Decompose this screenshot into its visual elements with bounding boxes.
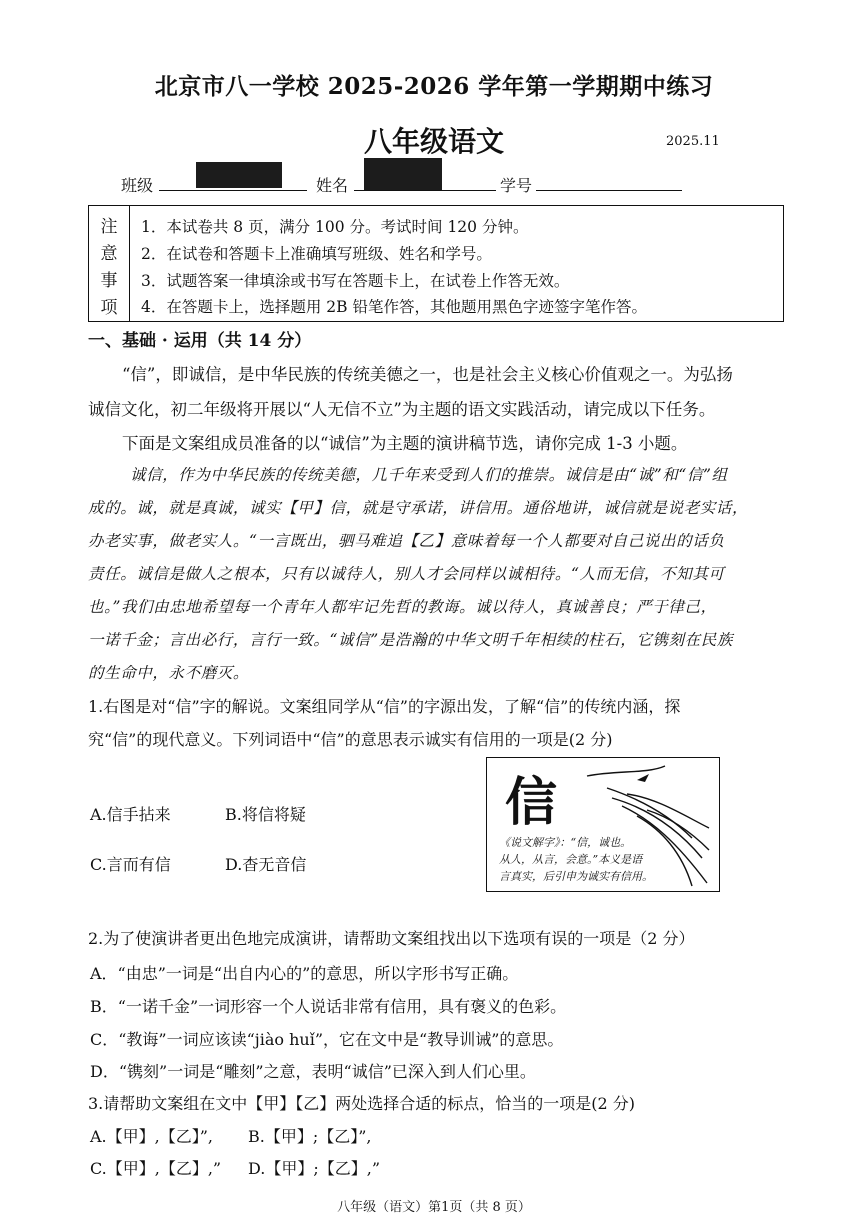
page-footer: 八年级（语文）第1页（共 8 页） bbox=[337, 1200, 531, 1215]
name-redaction bbox=[364, 158, 442, 190]
q1-option-d: D.杳无音信 bbox=[225, 855, 307, 874]
exam-title: 北京市八一学校 2025-2026 学年第一学期期中练习 bbox=[154, 73, 714, 100]
q3-option-c: C.【甲】,【乙】,” bbox=[90, 1159, 222, 1178]
exam-date: 2025.11 bbox=[666, 134, 720, 149]
caption-line: 从人，从言，会意。”本义是语 bbox=[499, 853, 643, 866]
q2-option-c: C．“教诲”一词应该读“jiào huǐ”，它在文中是“教导训诫”的意思。 bbox=[90, 1030, 564, 1049]
q2-option-a: A．“由忠”一词是“出自内心的”的意思，所以字形书写正确。 bbox=[90, 964, 519, 983]
passage-line: 成的。诚，就是真诚，诚实【甲】信，就是守承诺，讲信用。通俗地讲，诚信就是说老实话， bbox=[88, 499, 749, 517]
passage-line: 也。”我们由忠地希望每一个青年人都牢记先哲的教诲。诚以待人，真诚善良；严于律己， bbox=[88, 598, 717, 616]
passage-line: 办老实事，做老实人。“一言既出，驷马难追【乙】意味着每一个人都要对自己说出的话负 bbox=[88, 532, 725, 550]
student-id-field[interactable] bbox=[536, 190, 682, 191]
q1-option-b: B.将信将疑 bbox=[225, 805, 306, 824]
class-field[interactable] bbox=[159, 190, 307, 191]
question-1-stem: 究“信”的现代意义。下列词语中“信”的意思表示诚实有信用的一项是(2 分) bbox=[88, 730, 613, 749]
q3-option-d: D.【甲】;【乙】,” bbox=[248, 1159, 381, 1178]
caption-line: 言真实，后引申为诚实有信用。 bbox=[499, 870, 653, 883]
question-2-stem: 2.为了使演讲者更出色地完成演讲，请帮助文案组找出以下选项有误的一项是（2 分） bbox=[88, 929, 695, 948]
q2-option-d: D．“镌刻”一词是“雕刻”之意，表明“诚信”已深入到人们心里。 bbox=[90, 1062, 536, 1081]
exam-subtitle: 八年级语文 bbox=[363, 125, 504, 158]
class-redaction bbox=[196, 162, 282, 188]
q1-option-a: A.信手拈来 bbox=[90, 805, 171, 824]
passage-line: 责任。诚信是做人之根本，只有以诚待人，别人才会同样以诚相待。“人而无信，不知其可 bbox=[88, 565, 725, 583]
notice-rule: 3．试题答案一律填涂或书写在答题卡上，在试卷上作答无效。 bbox=[141, 272, 570, 290]
notice-side-char: 项 bbox=[100, 298, 118, 318]
notice-side-char: 注 bbox=[100, 217, 118, 237]
student-id-label: 学号 bbox=[500, 176, 533, 195]
passage-line: 诚信，作为中华民族的传统美德，几千年来受到人们的推崇。诚信是由“诚”和“信”组 bbox=[130, 466, 728, 484]
notice-box bbox=[88, 205, 784, 322]
question-1-stem: 1.右图是对“信”字的解说。文案组同学从“信”的字源出发，了解“信”的传统内涵，探 bbox=[88, 697, 681, 716]
name-label: 姓名 bbox=[316, 176, 349, 195]
name-field[interactable] bbox=[354, 190, 496, 191]
notice-side-char: 意 bbox=[100, 244, 118, 264]
notice-rule: 2．在试卷和答题卡上准确填写班级、姓名和学号。 bbox=[141, 245, 492, 263]
notice-side-char: 事 bbox=[100, 271, 118, 291]
xin-glyph: 信 bbox=[505, 772, 558, 833]
q1-option-c: C.言而有信 bbox=[90, 855, 171, 874]
question-3-stem: 3.请帮助文案组在文中【甲】【乙】两处选择合适的标点，恰当的一项是(2 分) bbox=[88, 1094, 636, 1113]
intro-line: “信”，即诚信，是中华民族的传统美德之一，也是社会主义核心价值观之一。为弘扬 bbox=[122, 365, 733, 384]
notice-rule: 1．本试卷共 8 页，满分 100 分。考试时间 120 分钟。 bbox=[141, 218, 529, 236]
notice-side-column bbox=[89, 206, 130, 321]
q2-option-b: B．“一诺千金”一词形容一个人说话非常有信用，具有褒义的色彩。 bbox=[90, 997, 567, 1016]
notice-rule: 4．在答题卡上，选择题用 2B 铅笔作答，其他题用黑色字迹签字笔作答。 bbox=[141, 298, 647, 316]
passage-line: 一诺千金；言出必行，言行一致。“诚信”是浩瀚的中华文明千年相续的柱石，它镌刻在民族 bbox=[88, 631, 733, 649]
intro-line: 诚信文化，初二年级将开展以“人无信不立”为主题的语文实践活动，请完成以下任务。 bbox=[88, 400, 716, 419]
passage-line: 的生命中，永不磨灭。 bbox=[88, 664, 250, 682]
intro-line: 下面是文案组成员准备的以“诚信”为主题的演讲稿节选，请你完成 1-3 小题。 bbox=[122, 434, 688, 453]
q3-option-b: B.【甲】;【乙】”, bbox=[248, 1127, 372, 1146]
caption-line: 《说文解字》：“信，诚也。 bbox=[499, 836, 632, 849]
xin-character-illustration bbox=[486, 757, 720, 892]
q3-option-a: A.【甲】,【乙】”, bbox=[90, 1127, 213, 1146]
section-heading: 一、基础 · 运用（共 14 分） bbox=[88, 331, 312, 351]
class-label: 班级 bbox=[121, 176, 154, 195]
